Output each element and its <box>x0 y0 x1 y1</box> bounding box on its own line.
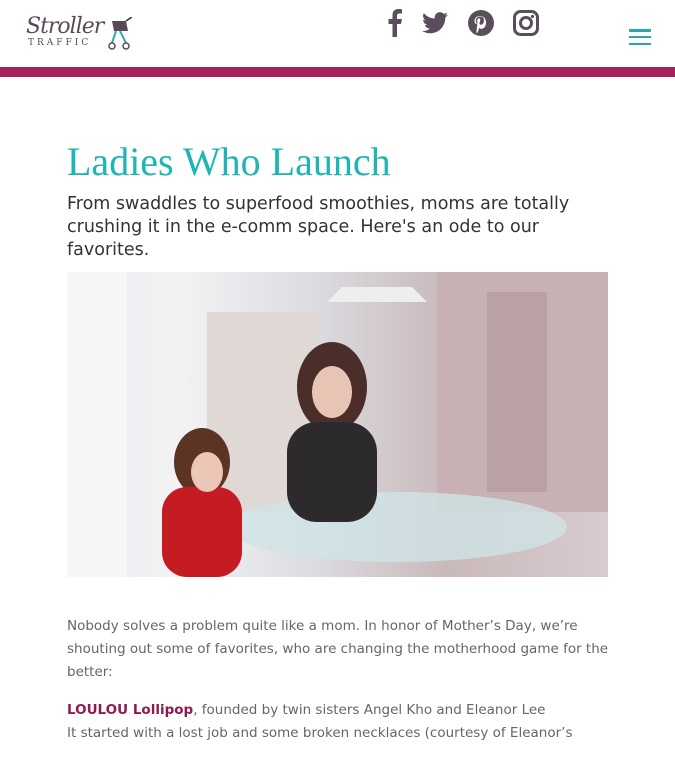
brand-paragraph: LOULOU Lollipop, founded by twin sisters Angel Kho and Eleanor Lee It started with a lost job and some broken necklaces (courtesy of Eleanor’s <box>67 702 573 741</box>
article-subtitle: From swaddles to superfood smoothies, moms are totally crushing it in the e-comm space. Here's an ode to our favorites. <box>67 194 570 260</box>
twitter-icon[interactable] <box>420 8 450 38</box>
pinterest-icon[interactable] <box>466 8 496 38</box>
stroller-icon <box>106 17 132 51</box>
instagram-icon[interactable] <box>511 8 541 38</box>
article-body <box>67 615 612 760</box>
hamburger-menu-icon[interactable] <box>629 29 651 45</box>
facebook-icon[interactable] <box>380 8 410 38</box>
accent-bar <box>0 67 675 77</box>
hero-image <box>67 272 608 577</box>
intro-paragraph: Nobody solves a problem quite like a mom. In honor of Mother’s Day, we’re shouting out some of favorites, who are changing the motherhood game for the better: <box>67 618 609 680</box>
stroller-traffic-logo[interactable]: Stroller TRAFFIC <box>26 14 132 52</box>
page-title: Ladies Who Launch <box>67 139 391 184</box>
loulou-lollipop-link[interactable]: LOULOU Lollipop <box>67 702 194 718</box>
site-header <box>0 0 675 68</box>
